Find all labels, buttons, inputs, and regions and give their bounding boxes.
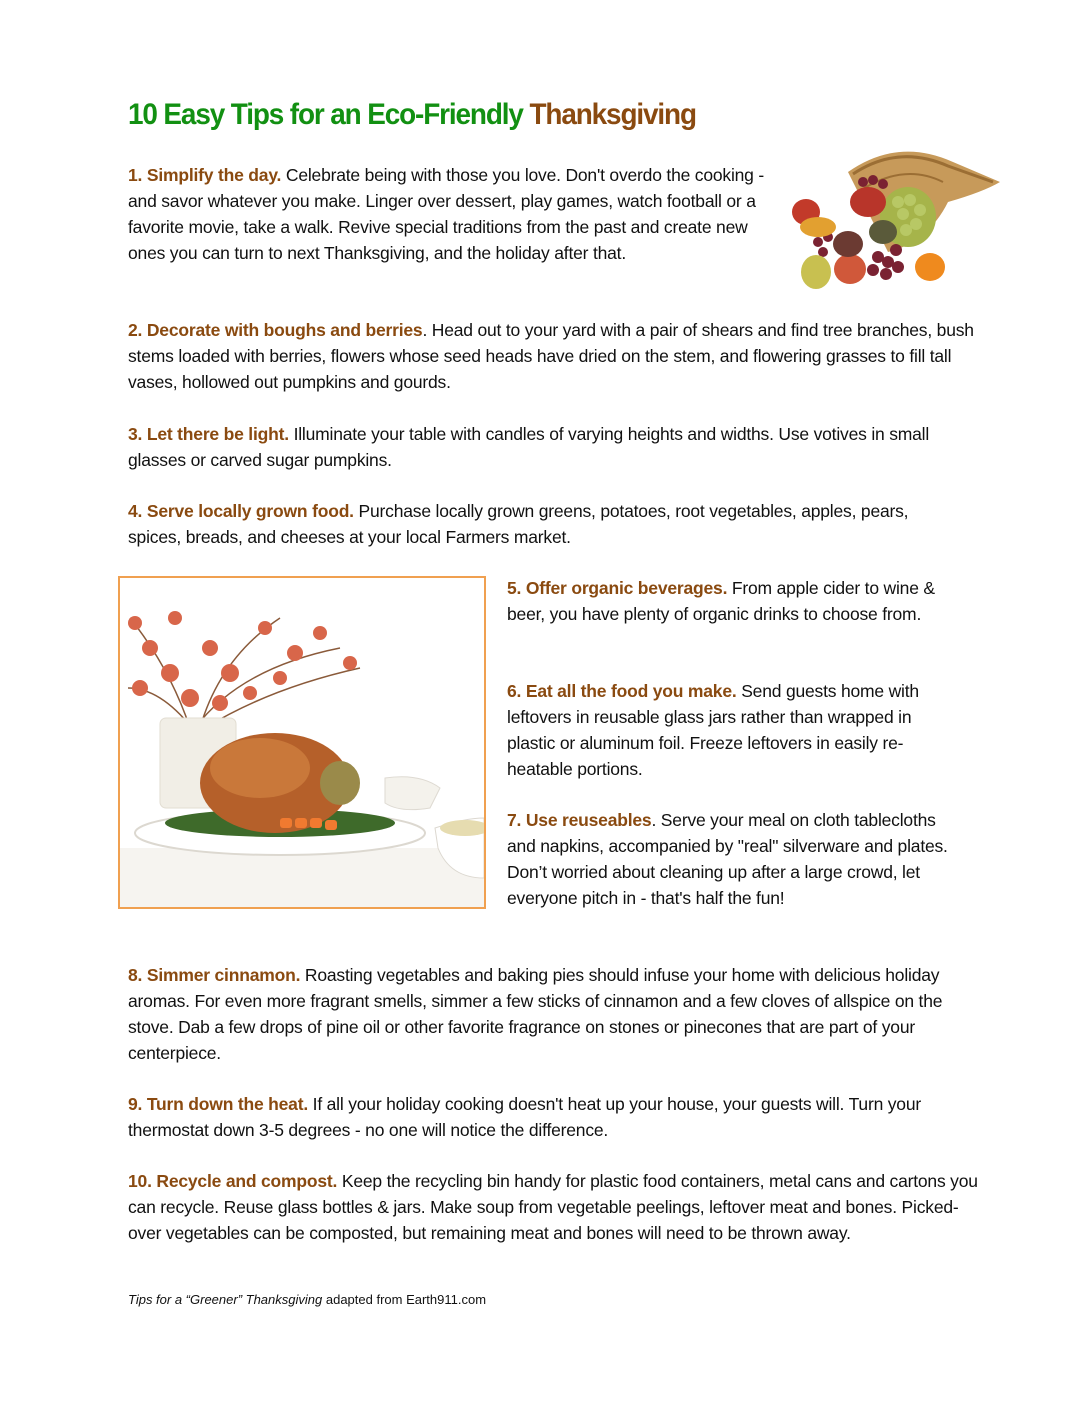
tip-3-text: Illuminate your table with candles of varying heights and widths. Use votives in small glasses or carved sugar pumpkins. — [128, 424, 930, 470]
source-credit-text: adapted from Earth911.com — [322, 1292, 487, 1307]
tip-7-text: . Serve your meal on cloth tablecloths and napkins, accompanied by "real" silverware and plates. Don’t worried about cleaning up after a large crowd, let everyone pitch in - that's half the fun! — [507, 810, 948, 908]
tip-4 — [128, 498, 928, 550]
tip-9-text: If all your holiday cooking doesn't heat up your house, your guests will. Turn your thermostat down 3-5 degrees - no one will notice the difference. — [128, 1094, 922, 1140]
tip-7 — [507, 807, 962, 911]
page-title — [128, 98, 696, 132]
cornucopia-image — [778, 132, 1003, 302]
source-credit-title: Tips for a “Greener” Thanksgiving — [128, 1292, 323, 1307]
tip-2-heading: 2. Decorate with boughs and berries — [128, 320, 423, 340]
tip-10-text: Keep the recycling bin handy for plastic food containers, metal cans and cartons you can recycle. Reuse glass bottles & jars. Make soup from vegetable peelings, leftover meat and bones. Picked-over vegetables can be composted, but remaining meat and bones will need to be thrown away. — [128, 1171, 978, 1243]
tip-8-text: Roasting vegetables and baking pies should infuse your home with delicious holiday aromas. For even more fragrant smells, simmer a few sticks of cinnamon and a few cloves of allspice on the stove. Dab a few drops of pine oil or other favorite fragrance on stones or pinecones that are part of your centerpiece. — [128, 965, 943, 1063]
tip-7-heading: 7. Use reuseables — [507, 810, 652, 830]
tip-1-heading: 1. Simplify the day. — [128, 165, 282, 185]
tip-9-heading: 9. Turn down the heat. — [128, 1094, 308, 1114]
tip-3-heading: 3. Let there be light. — [128, 424, 289, 444]
tip-6 — [507, 678, 947, 782]
tip-1-text: Celebrate being with those you love. Don't overdo the cooking - and savor whatever you make. Linger over dessert, play games, watch football or a favorite movie, take a walk. Revive special traditions from the past and create new ones you can turn to next Thanksgiving, and the holiday after that. — [128, 165, 764, 263]
tip-5-heading: 5. Offer organic beverages. — [507, 578, 728, 598]
tip-3 — [128, 421, 948, 473]
tip-4-text: Purchase locally grown greens, potatoes, root vegetables, apples, pears, spices, breads, and cheeses at your local Farmers market. — [128, 501, 909, 547]
tip-2 — [128, 317, 978, 395]
tip-2-text: . Head out to your yard with a pair of shears and find tree branches, bush stems loaded with berries, flowers whose seed heads have dried on the stem, and flowering grasses to fill tall vases, hollowed out pumpkins and gourds. — [128, 320, 974, 392]
tip-1 — [128, 162, 768, 266]
tip-4-heading: 4. Serve locally grown food. — [128, 501, 354, 521]
tip-5-text: From apple cider to wine & beer, you have plenty of organic drinks to choose from. — [507, 578, 935, 624]
tip-5 — [507, 575, 962, 627]
tip-6-text: Send guests home with leftovers in reusable glass jars rather than wrapped in plastic or aluminum foil. Freeze leftovers in easily re-heatable portions. — [507, 681, 919, 779]
turkey-dinner-image — [118, 576, 486, 909]
source-credit — [128, 1292, 486, 1307]
tip-8-heading: 8. Simmer cinnamon. — [128, 965, 301, 985]
tip-10 — [128, 1168, 978, 1246]
tip-9 — [128, 1091, 978, 1143]
title-green-part: 10 Easy Tips for an Eco-Friendly — [128, 98, 523, 131]
title-brown-part: Thanksgiving — [529, 98, 696, 131]
tip-10-heading: 10. Recycle and compost. — [128, 1171, 338, 1191]
tip-6-heading: 6. Eat all the food you make. — [507, 681, 737, 701]
tip-8 — [128, 962, 968, 1066]
